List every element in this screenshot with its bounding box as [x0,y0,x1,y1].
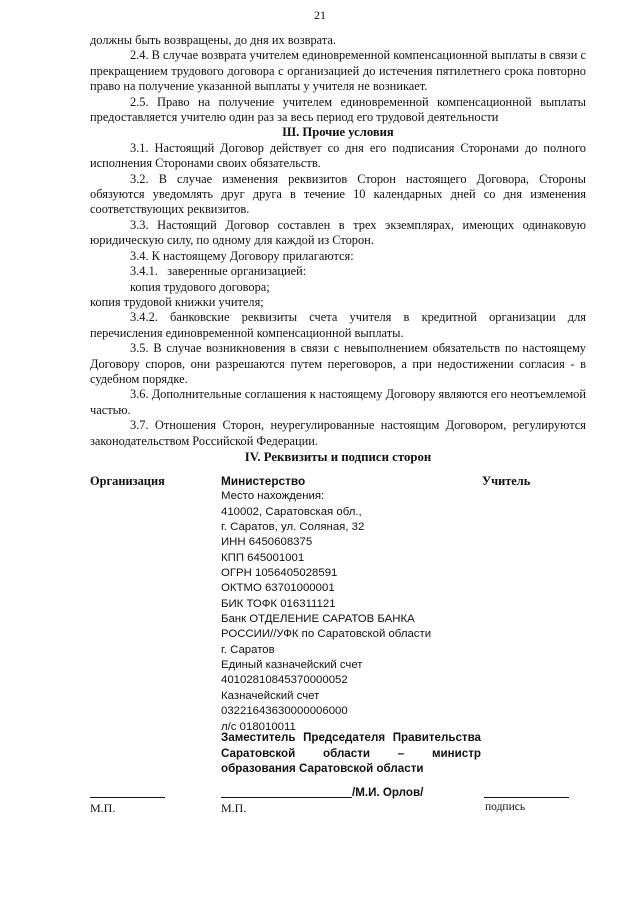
organization-column-header: Организация [90,474,165,488]
paragraph-3-1: 3.1. Настоящий Договор действует со дня его подписания Сторонами до полного исполнения Сторонами своих обязательств. [90,140,586,171]
requisite-line: Место нахождения: [221,490,325,503]
paragraph-3-4: 3.4. К настоящему Договору прилагаются: [130,248,354,263]
teacher-signature-line [484,797,569,798]
teacher-signature-label: подпись [485,801,526,813]
ministry-column-header: Министерство [221,474,306,488]
section-heading-3: Ш. Прочие условия [282,125,394,140]
requisite-line: РОССИИ//УФК по Саратовской области [221,628,432,641]
requisite-line: Банк ОТДЕЛЕНИЕ САРАТОВ БАНКА [221,613,415,626]
organization-signature-line [90,797,165,798]
requisite-line: ОКТМО 63701000001 [221,582,335,595]
paragraph-2-4: 2.4. В случае возврата учителем единовременной компенсационной выплаты в связи с прекращением трудового договора с организацией до истечения пятилетнего срока повторно право на получение указанной выплаты у учителя не возникает. [90,48,586,94]
requisite-line: г. Саратов [221,643,275,656]
paragraph-2-5: 2.5. Право на получение учителем единовременной компенсационной выплаты предоставляется учителю один раз за весь период его трудовой деятельности [90,94,586,125]
signatory-name: /М.И. Орлов/ [352,786,424,799]
signatory-title: Заместитель Председателя Правительства Саратовской области – министр образования Саратовской области [221,731,481,775]
requisite-line: Казначейский счет [221,689,320,702]
paragraph-continuation: должны быть возвращены, до дня их возврата. [90,33,337,47]
paragraph-3-2: 3.2. В случае изменения реквизитов Сторон настоящего Договора, Стороны обязуются уведомлять друг друга в течение 10 календарных дней со дня изменения соответствующих реквизитов. [90,171,586,217]
requisite-line: Единый казначейский счет [221,659,363,672]
section-heading-4: IV. Реквизиты и подписи сторон [244,449,432,464]
paragraph-3-5: 3.5. В случае возникновения в связи с невыполнением обязательств по настоящему Договору споров, они разрешаются путем переговоров, а при недостижении согласия - в судебном порядке. [90,341,586,386]
requisite-line: ОГРН 1056405028591 [221,567,338,580]
page-number: 21 [314,8,326,22]
teacher-column-header: Учитель [482,474,531,488]
requisite-line: л/с 018010011 [221,720,296,733]
ministry-requisites [221,474,481,735]
paragraph-3-3: 3.3. Настоящий Договор составлен в трех экземплярах, имеющих одинаковую юридическую силу, по одному для каждой из Сторон. [90,217,586,248]
requisite-line: г. Саратов, ул. Соляная, 32 [221,521,365,534]
ministry-signature-line [221,797,352,798]
paragraph-3-6: 3.6. Дополнительные соглашения к настоящему Договору являются его неотъемлемой частью. [90,387,586,417]
stamp-label-organization: М.П. [90,801,116,815]
paragraph-3-7: 3.7. Отношения Сторон, неурегулированные настоящим Договором, регулируются законодательством Российской Федерации. [90,418,586,448]
attachment-labor-contract: копия трудового договора; [130,279,270,294]
requisite-line: ИНН 6450608375 [221,536,313,549]
requisite-line: 03221643630000006000 [221,705,348,718]
stamp-label-ministry: М.П. [221,801,247,815]
paragraph-3-4-1: 3.4.1. заверенные организацией: [130,264,307,279]
requisite-line: БИК ТОФК 016311121 [221,597,336,610]
requisite-line: 410002, Саратовская обл., [221,505,362,518]
requisite-line: 40102810845370000052 [221,674,348,687]
attachment-work-book: копия трудовой книжки учителя; [90,294,264,309]
contract-body [90,33,586,465]
requisite-line: КПП 645001001 [221,551,305,564]
paragraph-3-4-2: 3.4.2. банковские реквизиты счета учителя в кредитной организации для перечисления единовременной компенсационной выплаты. [90,310,586,340]
